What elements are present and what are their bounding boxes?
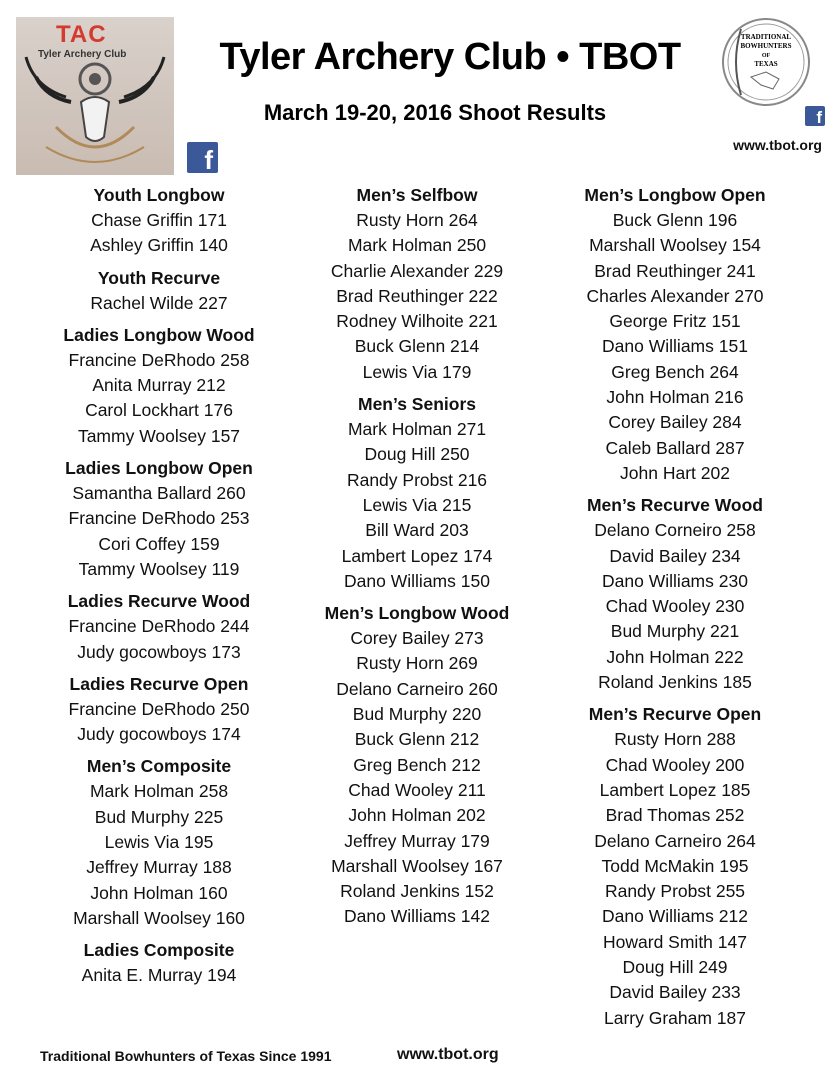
facebook-icon[interactable]: f bbox=[187, 142, 218, 173]
result-entry: Greg Bench 212 bbox=[353, 754, 481, 775]
result-entry: Lewis Via 215 bbox=[362, 494, 472, 515]
category-block bbox=[34, 938, 284, 988]
result-entry: Brad Thomas 252 bbox=[605, 805, 745, 826]
result-entry: Lewis Via 179 bbox=[362, 361, 472, 382]
svg-text:TEXAS: TEXAS bbox=[754, 60, 778, 68]
result-entry: David Bailey 234 bbox=[609, 545, 741, 566]
result-entry: Rachel Wilde 227 bbox=[90, 292, 228, 313]
result-entry: Francine DeRhodo 244 bbox=[68, 616, 250, 637]
result-entry: Rusty Horn 264 bbox=[356, 210, 478, 230]
result-entry: Dano Williams 142 bbox=[344, 906, 490, 927]
category-block bbox=[34, 456, 284, 582]
result-entry: Dano Williams 212 bbox=[602, 906, 748, 927]
category-title: Men’s Longbow Open bbox=[584, 185, 766, 205]
result-entry: Corey Bailey 284 bbox=[608, 412, 742, 433]
result-entry: Tammy Woolsey 157 bbox=[77, 425, 241, 446]
result-entry: Marshall Woolsey 167 bbox=[331, 855, 503, 876]
result-entry: David Bailey 233 bbox=[609, 982, 741, 1003]
category-title: Men’s Recurve Open bbox=[588, 704, 762, 725]
result-entry: Tammy Woolsey 119 bbox=[78, 558, 240, 579]
result-entry: Delano Carneiro 264 bbox=[594, 830, 756, 851]
result-entry: Lewis Via 195 bbox=[104, 832, 214, 853]
category-block bbox=[34, 672, 284, 748]
result-entry: Larry Graham 187 bbox=[603, 1007, 746, 1028]
result-entry: Greg Bench 264 bbox=[611, 361, 739, 382]
category-title: Ladies Composite bbox=[83, 940, 235, 961]
result-entry: Jeffrey Murray 179 bbox=[344, 830, 490, 851]
category-title: Ladies Recurve Open bbox=[69, 673, 249, 694]
result-entry: Dano Williams 151 bbox=[602, 336, 748, 357]
results-column-3 bbox=[550, 183, 800, 1038]
website-link-top[interactable]: www.tbot.org bbox=[733, 137, 822, 153]
logo-tac-text: TAC bbox=[56, 21, 107, 48]
facebook-icon-small[interactable]: f bbox=[805, 106, 825, 126]
svg-text:BOWHUNTERS: BOWHUNTERS bbox=[740, 42, 792, 50]
result-entry: Rusty Horn 288 bbox=[614, 729, 736, 750]
result-entry: Mark Holman 258 bbox=[89, 781, 229, 802]
category-title: Youth Longbow bbox=[93, 185, 225, 205]
result-entry: John Holman 216 bbox=[606, 387, 744, 408]
result-entry: George Fritz 151 bbox=[609, 311, 741, 332]
result-entry: Randy Probst 255 bbox=[604, 881, 746, 902]
category-title: Ladies Longbow Open bbox=[65, 458, 253, 479]
result-entry: Chad Wooley 230 bbox=[605, 596, 745, 617]
category-block bbox=[34, 589, 284, 665]
result-entry: Francine DeRhodo 258 bbox=[68, 349, 250, 370]
result-entry: Buck Glenn 196 bbox=[612, 210, 738, 230]
results-column-2 bbox=[292, 183, 542, 937]
category-block bbox=[292, 601, 542, 930]
result-entry: Carol Lockhart 176 bbox=[85, 400, 233, 421]
deer-skull-icon bbox=[16, 17, 174, 175]
result-entry: Anita Murray 212 bbox=[92, 375, 226, 396]
result-entry: Bud Murphy 220 bbox=[352, 704, 482, 725]
category-title: Men’s Composite bbox=[86, 756, 232, 777]
footer-website-link[interactable]: www.tbot.org bbox=[397, 1046, 499, 1063]
result-entry: Doug Hill 250 bbox=[364, 444, 470, 465]
category-block bbox=[292, 183, 542, 385]
logo-club-text: Tyler Archery Club bbox=[38, 49, 127, 60]
result-entry: Jeffrey Murray 188 bbox=[86, 857, 232, 878]
category-block bbox=[292, 392, 542, 594]
result-entry: Mark Holman 271 bbox=[347, 419, 487, 440]
result-entry: Howard Smith 147 bbox=[603, 931, 747, 952]
page-title: Tyler Archery Club • TBOT bbox=[219, 36, 681, 78]
result-entry: Chad Wooley 200 bbox=[605, 754, 745, 775]
result-entry: Marshall Woolsey 154 bbox=[589, 235, 761, 256]
result-entry: Dano Williams 230 bbox=[602, 570, 748, 591]
category-block bbox=[34, 183, 284, 259]
result-entry: Ashley Griffin 140 bbox=[90, 235, 228, 256]
result-entry: Judy gocowboys 174 bbox=[77, 724, 241, 745]
result-entry: John Holman 202 bbox=[348, 805, 486, 826]
result-entry: Bill Ward 203 bbox=[365, 520, 469, 541]
result-entry: Mark Holman 250 bbox=[347, 235, 487, 256]
category-title: Youth Recurve bbox=[97, 267, 221, 288]
category-block bbox=[550, 183, 800, 486]
svg-text:OF: OF bbox=[761, 53, 771, 59]
result-entry: Bud Murphy 221 bbox=[610, 621, 740, 642]
result-entry: Roland Jenkins 185 bbox=[598, 672, 752, 693]
footer-tagline: Traditional Bowhunters of Texas Since 1991 bbox=[40, 1048, 332, 1064]
result-entry: Lambert Lopez 185 bbox=[599, 779, 751, 800]
result-entry: Caleb Ballard 287 bbox=[605, 437, 745, 458]
result-entry: Delano Corneiro 258 bbox=[594, 520, 756, 541]
category-title: Men’s Seniors bbox=[358, 394, 476, 415]
category-block bbox=[34, 323, 284, 449]
result-entry: Dano Williams 150 bbox=[344, 570, 490, 591]
svg-text:TRADITIONAL: TRADITIONAL bbox=[740, 33, 792, 41]
page-subtitle: March 19-20, 2016 Shoot Results bbox=[263, 100, 607, 125]
result-entry: Samantha Ballard 260 bbox=[72, 483, 246, 504]
result-entry: Chase Griffin 171 bbox=[91, 210, 227, 230]
result-entry: Buck Glenn 214 bbox=[354, 336, 480, 357]
category-block bbox=[34, 266, 284, 316]
result-entry: Brad Reuthinger 241 bbox=[594, 260, 756, 281]
category-title: Ladies Recurve Wood bbox=[67, 591, 251, 612]
category-block bbox=[550, 493, 800, 695]
result-entry: Lambert Lopez 174 bbox=[341, 545, 493, 566]
result-entry: Brad Reuthinger 222 bbox=[336, 285, 498, 306]
result-entry: Marshall Woolsey 160 bbox=[73, 907, 245, 928]
category-title: Men’s Selfbow bbox=[356, 185, 478, 205]
result-entry: Judy gocowboys 173 bbox=[77, 641, 241, 662]
result-entry: John Hart 202 bbox=[620, 462, 730, 483]
result-entry: Randy Probst 216 bbox=[346, 469, 488, 490]
result-entry: Chad Wooley 211 bbox=[348, 779, 486, 800]
result-entry: Doug Hill 249 bbox=[622, 957, 728, 978]
result-entry: Charlie Alexander 229 bbox=[330, 260, 504, 281]
result-entry: Bud Murphy 225 bbox=[94, 806, 224, 827]
category-title: Ladies Longbow Wood bbox=[63, 324, 255, 345]
result-entry: Francine DeRhodo 253 bbox=[68, 508, 250, 529]
result-entry: Charles Alexander 270 bbox=[586, 285, 764, 306]
result-entry: John Holman 222 bbox=[606, 646, 744, 667]
result-entry: Corey Bailey 273 bbox=[350, 628, 484, 649]
result-entry: Todd McMakin 195 bbox=[601, 855, 749, 876]
result-entry: Roland Jenkins 152 bbox=[340, 881, 494, 902]
result-entry: Anita E. Murray 194 bbox=[81, 965, 237, 986]
result-entry: Rodney Wilhoite 221 bbox=[336, 311, 498, 332]
result-entry: Buck Glenn 212 bbox=[354, 729, 480, 750]
results-column-1 bbox=[34, 183, 284, 996]
result-entry: Delano Carneiro 260 bbox=[336, 678, 498, 699]
category-block bbox=[34, 754, 284, 931]
result-entry: Francine DeRhodo 250 bbox=[68, 698, 250, 719]
result-entry: Rusty Horn 269 bbox=[356, 653, 478, 674]
tyler-archery-club-logo bbox=[16, 17, 174, 175]
result-entry: Cori Coffey 159 bbox=[98, 533, 220, 554]
tbot-seal-logo bbox=[721, 17, 811, 107]
category-block bbox=[550, 702, 800, 1031]
category-title: Men’s Recurve Wood bbox=[586, 495, 763, 516]
category-title: Men’s Longbow Wood bbox=[324, 603, 510, 624]
result-entry: John Holman 160 bbox=[90, 882, 228, 903]
